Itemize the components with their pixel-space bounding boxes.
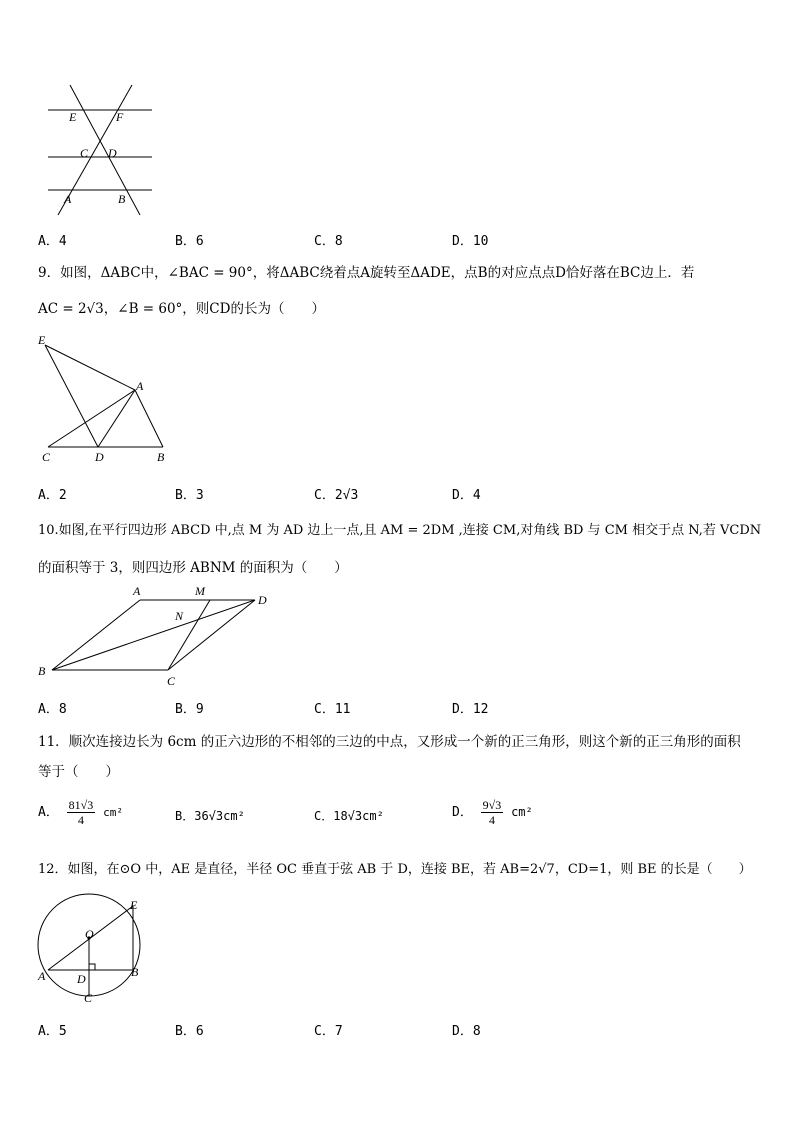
q8-option-a[interactable]: A．4 [38, 234, 67, 249]
q8-label-c: C [80, 146, 89, 160]
q10-label-n: N [175, 609, 184, 623]
q8-label-b: B [118, 192, 126, 206]
q11-option-c[interactable]: C．18√3cm² [314, 809, 384, 823]
q9-stem-line2: AC = 2√3，∠B = 60°，则CD的长为（ ） [38, 301, 325, 317]
q9-stem-line1: 9．如图，ΔABC中，∠BAC = 90°，将ΔABC绕着点A旋转至ΔADE，点B的对应点点D恰好落在BC边上．若 [38, 265, 695, 281]
q10-stem-line2: 的面积等于 3，则四边形 ABNM 的面积为（ ） [38, 560, 348, 576]
q9-label-b: B [157, 450, 165, 464]
q10-label-b: B [38, 664, 46, 678]
q11-stem-line1: 11．顺次连接边长为 6cm 的正六边形的不相邻的三边的中点，又形成一个新的正三角形，则这个新的正三角形的面积 [38, 734, 741, 750]
q8-label-a: A [64, 192, 72, 206]
q10-option-d[interactable]: D．12 [452, 702, 489, 717]
q9-option-d[interactable]: D．4 [452, 488, 481, 503]
q10-label-c: C [167, 674, 176, 688]
q12-label-e: E [130, 898, 138, 912]
q9-option-a[interactable]: A．2 [38, 488, 67, 503]
q9-option-b[interactable]: B．3 [175, 488, 204, 503]
q9-option-c[interactable]: C．2√3 [314, 488, 359, 503]
q10-label-m: M [195, 584, 205, 598]
q12-label-a: A [38, 969, 46, 983]
q11-stem-line2: 等于（ ） [38, 764, 119, 780]
q8-label-f: F [116, 110, 124, 124]
q10-option-a[interactable]: A．8 [38, 702, 67, 717]
q12-option-a[interactable]: A．5 [38, 1024, 67, 1039]
q10-option-c[interactable]: C．11 [314, 702, 351, 717]
q12-label-o: O [85, 927, 94, 941]
q10-label-d: D [258, 593, 267, 607]
q12-option-b[interactable]: B．6 [175, 1024, 204, 1039]
q12-stem-line1: 12．如图，在⊙O 中，AE 是直径，半径 OC 垂直于弦 AB 于 D，连接 BE，若 AB=2√7，CD=1，则 BE 的长是（ ） [38, 862, 752, 877]
q8-label-e: E [69, 110, 77, 124]
q8-label-d: D [108, 146, 117, 160]
q12-label-d: D [77, 972, 86, 986]
q9-label-c: C [42, 450, 51, 464]
q12-label-c: C [84, 991, 93, 1005]
q9-label-d: D [95, 450, 104, 464]
q8-option-d[interactable]: D．10 [452, 234, 489, 249]
q9-label-a: A [136, 379, 144, 393]
q9-figure [40, 335, 180, 455]
q10-label-a: A [133, 584, 141, 598]
q11-option-a[interactable]: A． $\frac{81√3}{4}$ cm² [38, 798, 123, 827]
q12-option-d[interactable]: D．8 [452, 1024, 481, 1039]
q8-figure [40, 85, 160, 215]
q10-figure [40, 590, 270, 680]
q11-option-b[interactable]: B．36√3cm² [175, 809, 245, 823]
q10-option-b[interactable]: B．9 [175, 702, 204, 717]
q8-option-c[interactable]: C．8 [314, 234, 343, 249]
q9-label-e: E [38, 333, 46, 347]
q10-stem-line1: 10.如图,在平行四边形 ABCD 中,点 M 为 AD 边上一点,且 AM = 2DM ,连接 CM,对角线 BD 与 CM 相交于点 N,若 VCDN [38, 523, 762, 538]
q12-option-c[interactable]: C．7 [314, 1024, 343, 1039]
q12-label-b: B [131, 965, 139, 979]
q11-option-d[interactable]: D． $\frac{9√3}{4}$ cm² [452, 798, 533, 827]
q8-option-b[interactable]: B．6 [175, 234, 204, 249]
